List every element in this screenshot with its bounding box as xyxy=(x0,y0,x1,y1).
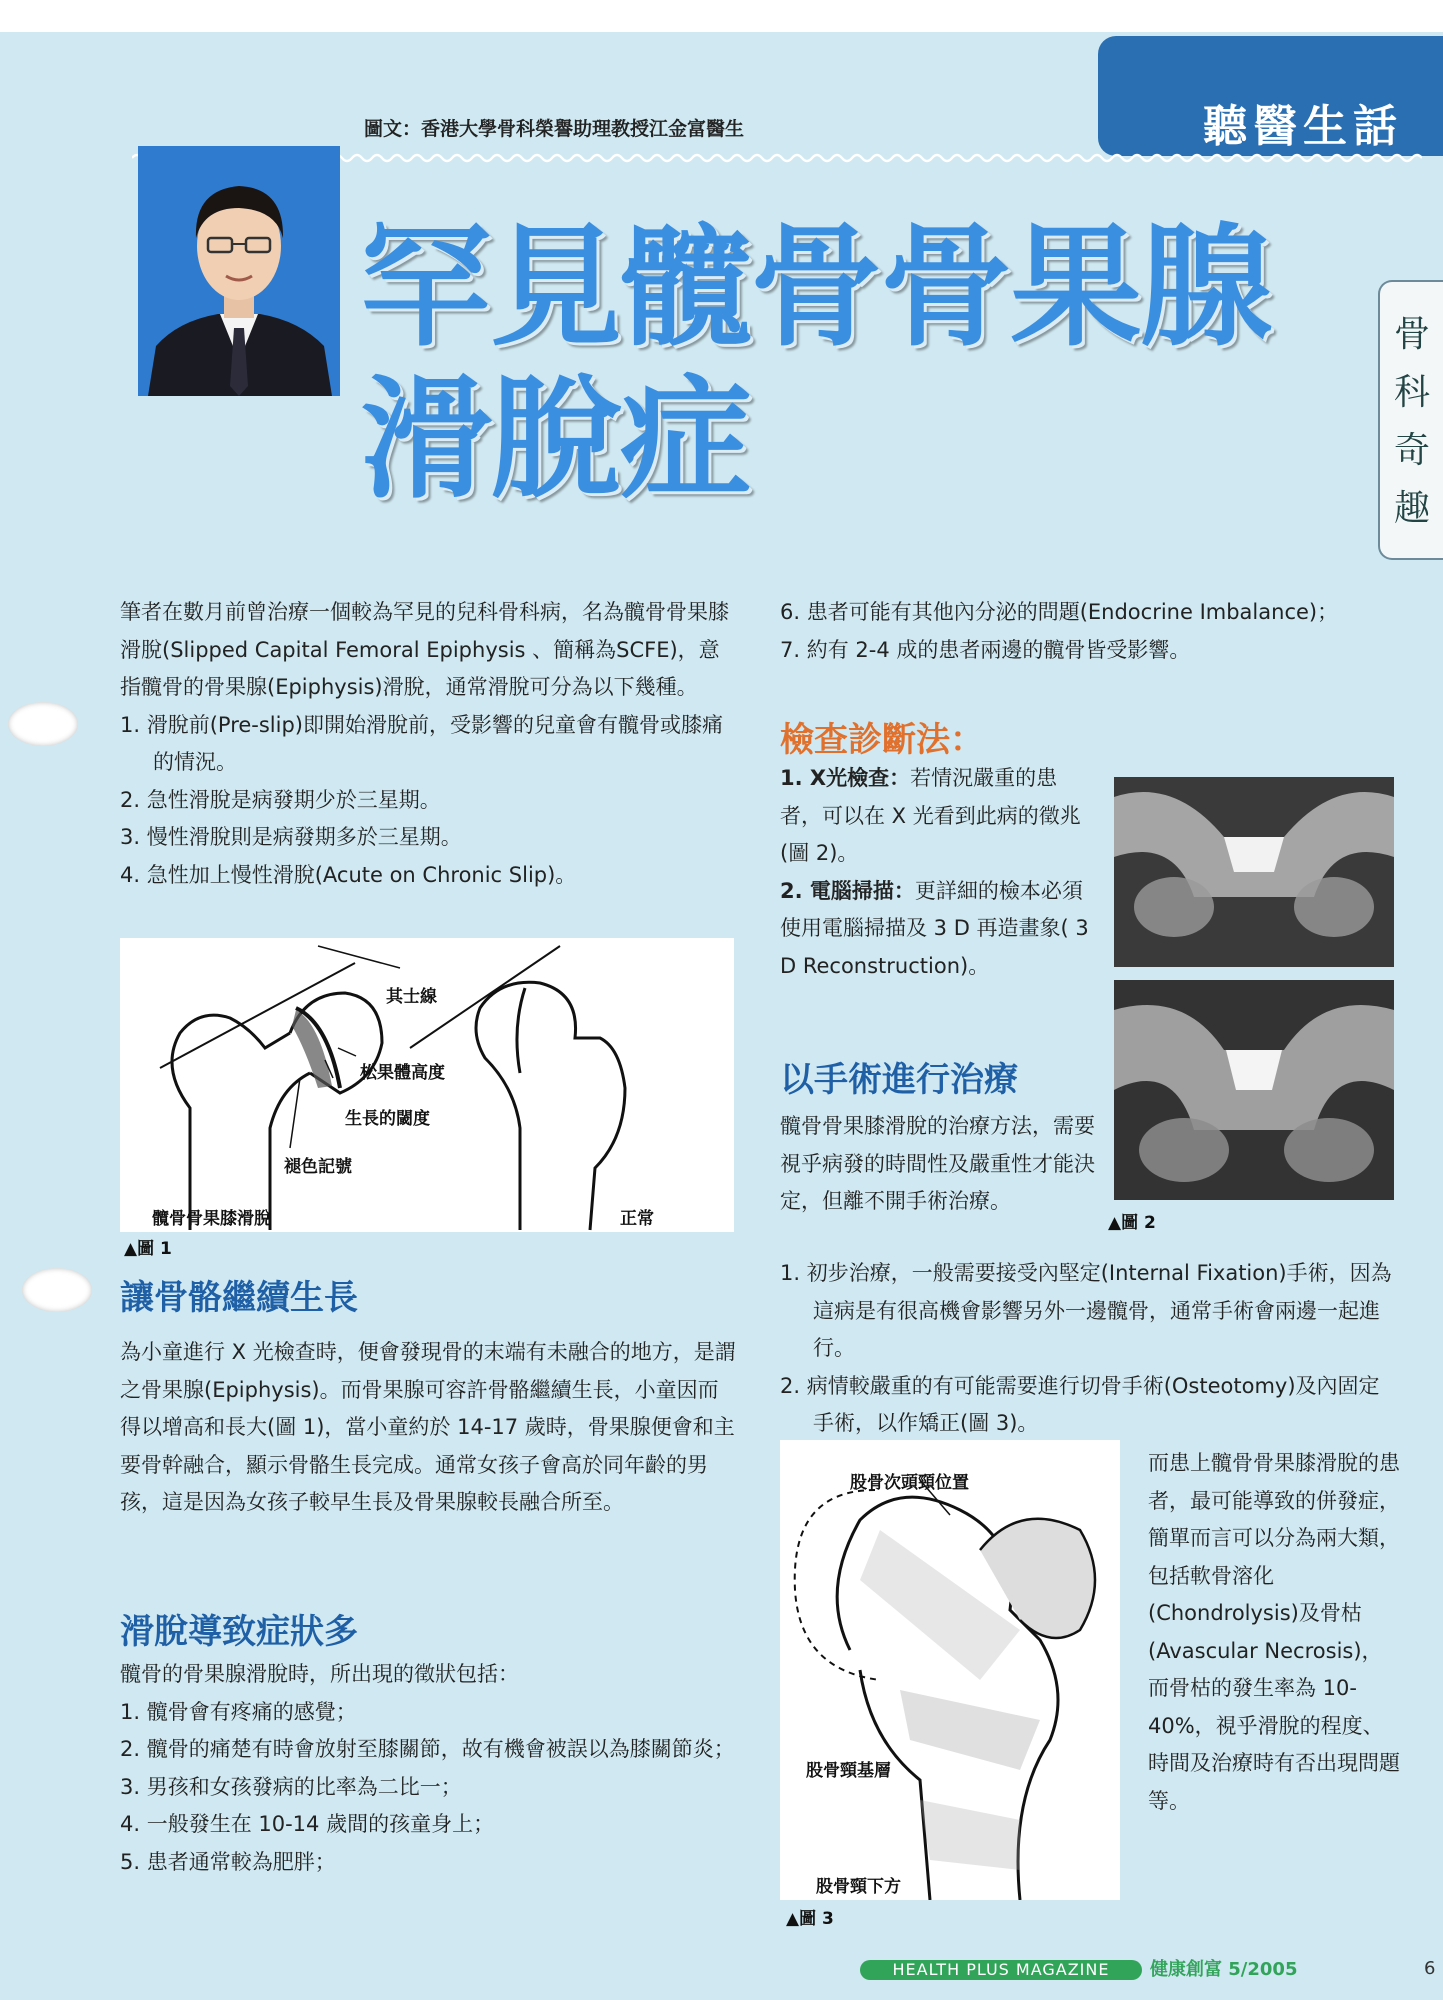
pelvis-xray-1 xyxy=(1114,777,1394,967)
page-number: 6 xyxy=(1424,1958,1436,1979)
magazine-name: HEALTH PLUS MAGAZINE xyxy=(860,1960,1142,1980)
slip-type-1: 1. 滑脫前(Pre-slip)即開始滑脫前，受影響的兒童會有髖骨或膝痛的情況。 xyxy=(120,712,723,774)
intro-block xyxy=(120,594,738,894)
slip-type-2: 2. 急性滑脫是病發期少於三星期。 xyxy=(120,787,441,812)
growth-paragraph: 為小童進行 X 光檢查時，便會發現骨的末端有未融合的地方，是謂之骨果腺(Epiphysis)。而骨果腺可容許骨骼繼續生長，小童因而得以增高和長大(圖 1)，當小童約於 14-17 歲時，骨果腺便會和主要骨幹融合，顯示骨骼生長完成。通常女孩子會高於同年齡的男孩，這是因為女孩子較早生長及骨果腺較長融合所至。 xyxy=(120,1340,736,1514)
column-tab-label: 骨科奇趣 xyxy=(1393,314,1430,529)
diagnosis-block xyxy=(780,760,1098,985)
label-subcapital: 股骨次頭頸位置 xyxy=(850,1473,969,1493)
ct-title: 2. 電腦掃描： xyxy=(780,878,915,903)
growth-block xyxy=(120,1334,738,1522)
heading-surgery: 以手術進行治療 xyxy=(780,1060,1018,1100)
label-slipped-hip: 髖骨骨果膝滑脫 xyxy=(152,1209,271,1229)
symptom-4: 4. 一般發生在 10-14 歲間的孩童身上； xyxy=(120,1812,495,1836)
symptoms-intro: 髖骨的骨果腺滑脫時，所出現的徵狀包括： xyxy=(120,1662,519,1686)
symptom-2: 2. 髖骨的痛楚有時會放射至膝關節，故有機會被誤以為膝關節炎； xyxy=(120,1737,735,1761)
symptom-6: 6. 患者可能有其他內分泌的問題(Endocrine Imbalance)； xyxy=(780,600,1339,624)
complications-paragraph: 而患上髖骨骨果膝滑脫的患者，最可能導致的併發症，簡單而言可以分為兩大類，包括軟骨溶化(Chondrolysis)及骨枯(Avascular Necrosis)，而骨枯的發生率為 10-40%，視乎滑脫的程度、時間及治療時有否出現問題等。 xyxy=(1148,1451,1400,1813)
xray-text: 若情況嚴重的患者，可以在 X 光看到此病的徵兆(圖 2)。 xyxy=(780,766,1081,865)
symptoms-block xyxy=(120,1656,738,1881)
title-line-2: 滑脫症 xyxy=(360,363,750,517)
heading-symptoms: 滑脫導致症狀多 xyxy=(120,1612,358,1652)
figure-1-caption: ▲圖 1 xyxy=(124,1239,172,1259)
author-credit: 圖文：香港大學骨科榮譽助理教授江金富醫生 xyxy=(364,118,745,140)
figure-3-diagram xyxy=(780,1440,1120,1900)
author-photo xyxy=(138,146,340,396)
surgery-step-1: 1. 初步治療，一般需要接受內堅定(Internal Fixation)手術，因為這病是有很高機會影響另外一邊髖骨，通常手術會兩邊一起進行。 xyxy=(780,1261,1392,1360)
figure-1-diagram xyxy=(120,938,734,1232)
label-normal-hip: 正常 xyxy=(620,1209,654,1229)
section-tab xyxy=(1098,36,1443,156)
slip-type-3: 3. 慢性滑脫則是病發期多於三星期。 xyxy=(120,825,462,849)
xray-image-top xyxy=(1114,777,1394,967)
symptom-1: 1. 髖骨會有疼痛的感覺； xyxy=(120,1699,357,1724)
label-epiphysis-height: 松果體高度 xyxy=(360,1063,445,1083)
label-blanch-sign: 褪色記號 xyxy=(284,1157,352,1177)
symptoms-continued xyxy=(780,594,1400,669)
femur-osteotomy-drawing xyxy=(780,1440,1120,1900)
article-title xyxy=(360,212,1360,516)
issue-info: 健康創富 5/2005 xyxy=(1150,1959,1298,1980)
punch-hole-bottom xyxy=(22,1268,92,1312)
label-intertrochanteric: 股骨頸下方 xyxy=(816,1877,901,1897)
punch-hole-top xyxy=(8,702,78,746)
symptom-3: 3. 男孩和女孩發病的比率為二比一； xyxy=(120,1774,462,1799)
heading-growth: 讓骨骼繼續生長 xyxy=(120,1278,358,1318)
title-line-1: 罕見髖骨骨果腺 xyxy=(360,211,1270,365)
slip-type-4: 4. 急性加上慢性滑脫(Acute on Chronic Slip)。 xyxy=(120,862,577,887)
complications-block xyxy=(1148,1445,1400,1820)
pelvis-xray-2 xyxy=(1114,980,1394,1200)
surgery-intro: 髖骨骨果膝滑脫的治療方法，需要視乎病發的時間性及嚴重性才能決定，但離不開手術治療。 xyxy=(780,1114,1095,1213)
intro-paragraph: 筆者在數月前曾治療一個較為罕見的兒科骨科病，名為髖骨骨果膝滑脫(Slipped Capital Femoral Epiphysis 、簡稱為SCFE)，意指髖骨的骨果腺(Epiphysis)滑脫，通常滑脫可分為以下幾種。 xyxy=(120,600,729,699)
column-tab xyxy=(1378,280,1443,560)
surgery-step-2: 2. 病情較嚴重的有可能需要進行切骨手術(Osteotomy)及內固定手術，以作矯正(圖 3)。 xyxy=(780,1373,1380,1435)
label-klein-line: 其士線 xyxy=(386,987,437,1007)
symptom-7: 7. 約有 2-4 成的患者兩邊的髖骨皆受影響。 xyxy=(780,637,1191,662)
figure-3-caption: ▲圖 3 xyxy=(786,1909,834,1929)
label-basicervical: 股骨頸基層 xyxy=(806,1761,891,1781)
figure-2-caption: ▲圖 2 xyxy=(1108,1213,1156,1233)
symptom-5: 5. 患者通常較為肥胖； xyxy=(120,1849,336,1874)
section-label: 聽醫生話 xyxy=(1203,101,1403,152)
surgery-intro-block xyxy=(780,1108,1098,1221)
xray-image-bottom xyxy=(1114,980,1394,1200)
portrait-image xyxy=(138,146,340,396)
ct-text: 更詳細的檢本必須使用電腦掃描及 3 D 再造畫象( 3 D Reconstruction)。 xyxy=(780,878,1089,978)
surgery-steps-block xyxy=(780,1255,1400,1443)
heading-diagnosis: 檢查診斷法： xyxy=(780,720,984,760)
label-growth-plate: 生長的閾度 xyxy=(345,1109,430,1129)
xray-title: 1. X光檢查： xyxy=(780,766,911,790)
